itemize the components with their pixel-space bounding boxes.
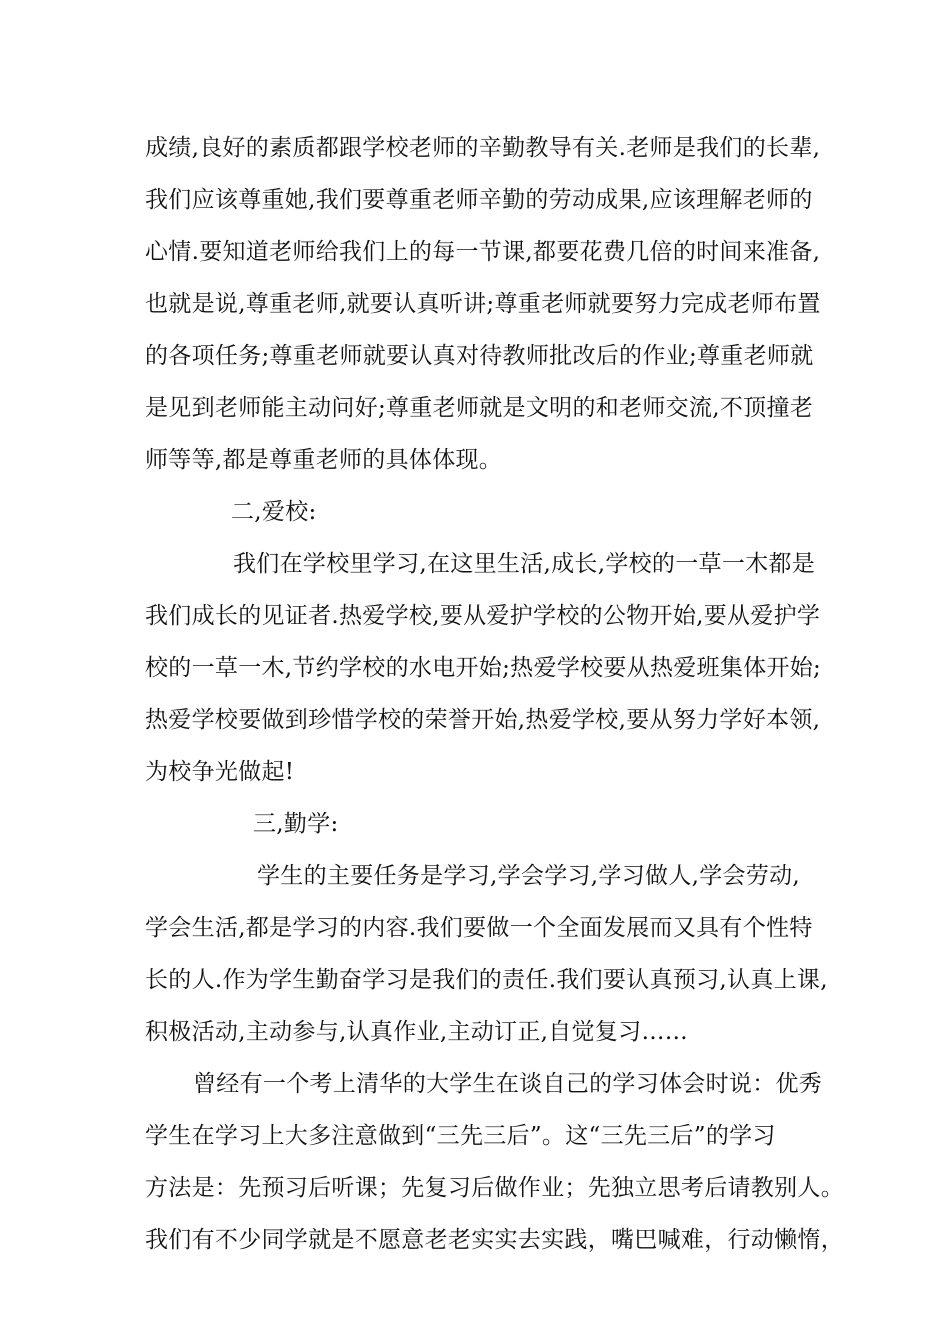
- section-heading-love-school: 二,爱校:: [231, 499, 317, 525]
- text-line: 学生的主要任务是学习,学会学习,学习做人,学会劳动,: [257, 863, 801, 889]
- section-heading-diligent-study: 三,勤学:: [253, 811, 339, 837]
- text-line: 心情.要知道老师给我们上的每一节课,都要花费几倍的时间来准备,: [145, 239, 821, 265]
- text-line: 是见到老师能主动问好;尊重老师就是文明的和老师交流,不顶撞老: [145, 395, 814, 421]
- text-line: 我们成长的见证者.热爱学校,要从爱护学校的公物开始,要从爱护学: [145, 603, 821, 629]
- text-line: 也就是说,尊重老师,就要认真听讲;尊重老师就要努力完成老师布置: [145, 291, 821, 317]
- text-line: 学生在学习上大多注意做到“三先三后”。这“三先三后”的学习: [145, 1123, 776, 1149]
- text-line: 方法是：先预习后听课；先复习后做作业；先独立思考后请教别人。: [145, 1175, 844, 1201]
- text-line: 我们在学校里学习,在这里生活,成长,学校的一草一木都是: [233, 551, 816, 577]
- text-line: 师等等,都是尊重老师的具体体现。: [145, 447, 503, 473]
- text-line: 的各项任务;尊重老师就要认真对待教师批改后的作业;尊重老师就: [145, 343, 814, 369]
- text-line: 我们有不少同学就是不愿意老老实实去实践，嘴巴喊难，行动懒惰，: [145, 1227, 844, 1253]
- text-line: 校的一草一木,节约学校的水电开始;热爱学校要从热爱班集体开始;: [145, 655, 822, 681]
- text-line: 积极活动,主动参与,认真作业,主动订正,自觉复习……: [145, 1019, 689, 1045]
- text-line: 学会生活,都是学习的内容.我们要做一个全面发展而又具有个性特: [145, 915, 813, 941]
- text-line: 长的人.作为学生勤奋学习是我们的责任.我们要认真预习,认真上课,: [145, 967, 828, 993]
- text-line: 成绩,良好的素质都跟学校老师的辛勤教导有关.老师是我们的长辈,: [145, 135, 821, 161]
- text-line: 曾经有一个考上清华的大学生在谈自己的学习体会时说：优秀: [193, 1071, 823, 1097]
- text-line: 热爱学校要做到珍惜学校的荣誉开始,热爱学校,要从努力学好本领,: [145, 707, 821, 733]
- text-line: 我们应该尊重她,我们要尊重老师辛勤的劳动成果,应该理解老师的: [145, 187, 813, 213]
- text-line: 为校争光做起!: [145, 759, 295, 785]
